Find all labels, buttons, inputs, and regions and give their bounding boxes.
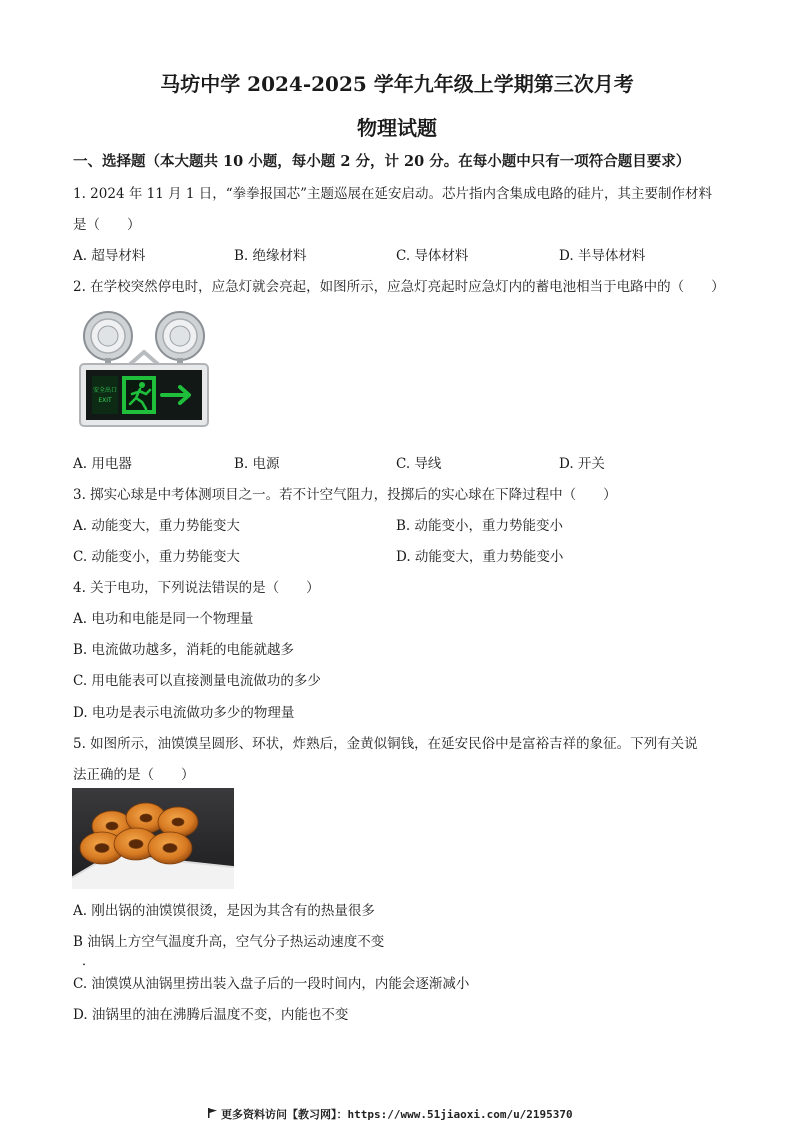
q1-option-a: A. 超导材料 bbox=[73, 248, 146, 264]
exam-subtitle: 物理试题 bbox=[357, 116, 437, 140]
emergency-light-image bbox=[76, 306, 212, 430]
q3-stem: 3. 掷实心球是中考体测项目之一。若不计空气阻力，投掷后的实心球在下降过程中（ ） bbox=[73, 487, 617, 503]
q1-stem-line1: 1. 2024 年 11 月 1 日，“拳拳报国芯”主题巡展在延安启动。芯片指内含集成电路的硅片，其主要制作材料 bbox=[73, 186, 713, 202]
q3-option-a: A. 动能变大，重力势能变大 bbox=[73, 518, 240, 534]
q5-option-a: A. 刚出锅的油馍馍很烫，是因为其含有的热量很多 bbox=[73, 903, 375, 919]
q1-stem-line2: 是（ ） bbox=[73, 217, 141, 233]
q2-stem: 2. 在学校突然停电时，应急灯就会亮起，如图所示，应急灯亮起时应急灯内的蓄电池相当于电路中的（ ） bbox=[73, 279, 725, 295]
q2-option-c: C. 导线 bbox=[396, 456, 442, 472]
q5-stem-line2: 法正确的是（ ） bbox=[73, 767, 195, 783]
exam-title: 马坊中学 2024-2025 学年九年级上学期第三次月考 bbox=[160, 72, 634, 96]
q2-option-b: B. 电源 bbox=[234, 456, 280, 472]
q1-option-d: D. 半导体材料 bbox=[559, 248, 646, 264]
q5-stem-line1: 5. 如图所示，油馍馍呈圆形、环状，炸熟后，金黄似铜钱，在延安民俗中是富裕吉祥的象征。下列有关说 bbox=[73, 736, 698, 752]
q5-option-b-dot: ． bbox=[82, 954, 96, 969]
q5-option-b: B 油锅上方空气温度升高，空气分子热运动速度不变 bbox=[73, 934, 385, 950]
footer-link-note bbox=[208, 1106, 573, 1122]
section-heading: 一、选择题（本大题共 10 小题，每小题 2 分，计 20 分。在每小题中只有一项符合题目要求） bbox=[73, 153, 691, 170]
q2-option-d: D. 开关 bbox=[559, 456, 605, 472]
q3-option-b: B. 动能变小，重力势能变小 bbox=[396, 518, 564, 534]
q3-option-d: D. 动能变大，重力势能变小 bbox=[396, 549, 564, 565]
q5-option-c: C. 油馍馍从油锅里捞出装入盘子后的一段时间内，内能会逐渐减小 bbox=[73, 976, 470, 992]
q4-option-a: A. 电功和电能是同一个物理量 bbox=[73, 611, 254, 627]
fried-dough-rings-photo bbox=[72, 788, 234, 889]
q4-option-c: C. 用电能表可以直接测量电流做功的多少 bbox=[73, 673, 321, 689]
q1-option-c: C. 导体材料 bbox=[396, 248, 469, 264]
q5-option-d: D. 油锅里的油在沸腾后温度不变，内能也不变 bbox=[73, 1007, 349, 1023]
q2-option-a: A. 用电器 bbox=[73, 456, 132, 472]
sign-label-exit: EXIT bbox=[98, 397, 112, 404]
q4-stem: 4. 关于电功，下列说法错误的是（ ） bbox=[73, 580, 320, 596]
footer-text: 更多资料访问【教习网】：https://www.51jiaoxi.com/u/2195370 bbox=[221, 1108, 573, 1121]
q4-option-b: B. 电流做功越多，消耗的电能就越多 bbox=[73, 642, 295, 658]
flag-icon bbox=[208, 1108, 217, 1121]
q3-option-c: C. 动能变小，重力势能变大 bbox=[73, 549, 240, 565]
q4-option-d: D. 电功是表示电流做功多少的物理量 bbox=[73, 705, 295, 721]
sign-label-cn: 安全出口 bbox=[92, 387, 118, 394]
q1-option-b: B. 绝缘材料 bbox=[234, 248, 307, 264]
